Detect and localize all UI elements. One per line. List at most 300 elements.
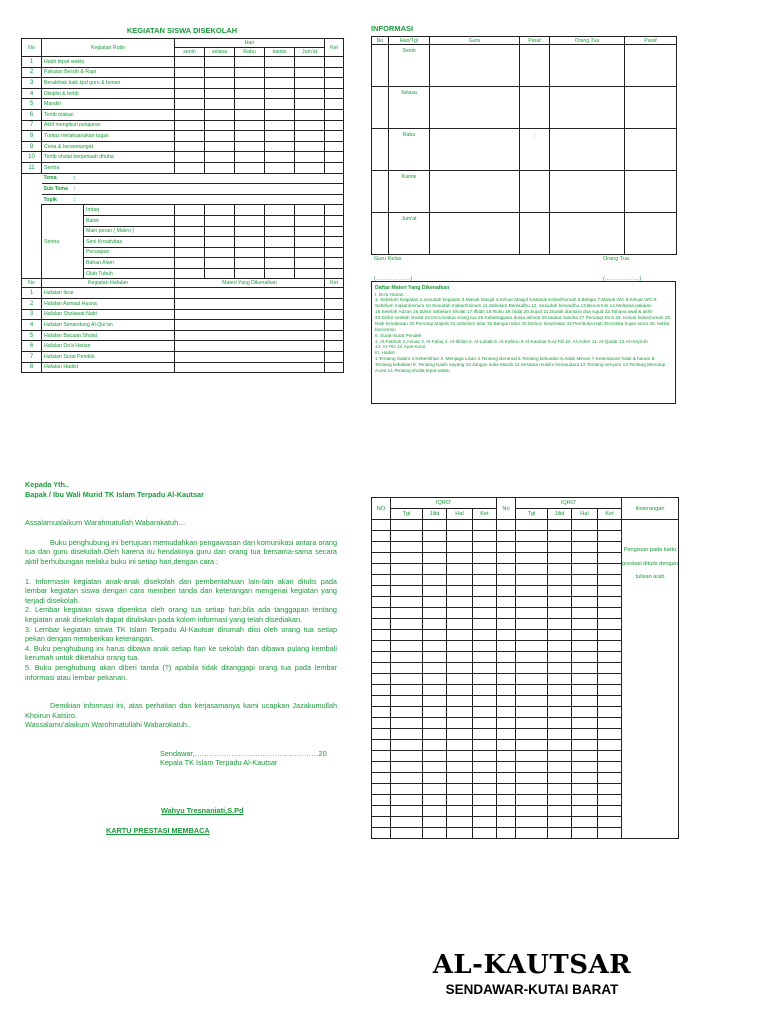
iqro-cell[interactable] (497, 608, 516, 619)
iqro-cell[interactable] (473, 630, 497, 641)
check-cell[interactable] (205, 162, 235, 173)
check-cell[interactable] (235, 109, 265, 120)
check-cell[interactable] (265, 120, 295, 131)
iqro-cell[interactable] (497, 751, 516, 762)
ket-cell[interactable] (325, 288, 344, 299)
iqro-cell[interactable] (497, 740, 516, 751)
iqro-cell[interactable] (372, 575, 391, 586)
ket-cell[interactable] (325, 57, 344, 68)
iqro-cell[interactable] (423, 652, 447, 663)
iqro-cell[interactable] (473, 817, 497, 828)
check-cell[interactable] (175, 258, 205, 269)
iqro-cell[interactable] (516, 520, 548, 531)
iqro-cell[interactable] (473, 729, 497, 740)
ket-cell[interactable] (325, 215, 344, 226)
iqro-cell[interactable] (497, 828, 516, 839)
iqro-cell[interactable] (516, 674, 548, 685)
iqro-cell[interactable] (447, 751, 473, 762)
check-cell[interactable] (175, 99, 205, 110)
iqro-cell[interactable] (391, 696, 423, 707)
iqro-cell[interactable] (548, 597, 572, 608)
iqro-cell[interactable] (391, 663, 423, 674)
check-cell[interactable] (295, 162, 325, 173)
iqro-cell[interactable] (423, 762, 447, 773)
check-cell[interactable] (205, 99, 235, 110)
check-cell[interactable] (205, 152, 235, 163)
iqro-cell[interactable] (423, 619, 447, 630)
iqro-cell[interactable] (447, 828, 473, 839)
paraf-cell[interactable] (520, 87, 550, 129)
iqro-cell[interactable] (473, 575, 497, 586)
ket-cell[interactable] (325, 109, 344, 120)
iqro-cell[interactable] (372, 586, 391, 597)
check-cell[interactable] (295, 141, 325, 152)
iqro-cell[interactable] (447, 685, 473, 696)
iqro-cell[interactable] (372, 817, 391, 828)
iqro-cell[interactable] (391, 630, 423, 641)
iqro-cell[interactable] (516, 553, 548, 564)
check-cell[interactable] (205, 205, 235, 216)
check-cell[interactable] (175, 78, 205, 89)
iqro-cell[interactable] (598, 597, 622, 608)
iqro-cell[interactable] (598, 685, 622, 696)
iqro-cell[interactable] (497, 806, 516, 817)
iqro-cell[interactable] (473, 707, 497, 718)
iqro-cell[interactable] (497, 718, 516, 729)
iqro-cell[interactable] (391, 652, 423, 663)
iqro-cell[interactable] (473, 696, 497, 707)
iqro-cell[interactable] (572, 784, 598, 795)
check-cell[interactable] (235, 78, 265, 89)
check-cell[interactable] (265, 268, 295, 279)
check-cell[interactable] (235, 237, 265, 248)
check-cell[interactable] (265, 152, 295, 163)
iqro-cell[interactable] (372, 806, 391, 817)
theme-value[interactable] (175, 184, 344, 195)
check-cell[interactable] (205, 268, 235, 279)
iqro-cell[interactable] (391, 718, 423, 729)
iqro-cell[interactable] (598, 542, 622, 553)
iqro-cell[interactable] (516, 729, 548, 740)
iqro-cell[interactable] (497, 707, 516, 718)
iqro-cell[interactable] (391, 773, 423, 784)
materi-cell[interactable] (175, 362, 325, 373)
iqro-cell[interactable] (497, 520, 516, 531)
check-cell[interactable] (235, 99, 265, 110)
guru-note-cell[interactable] (430, 129, 520, 171)
materi-cell[interactable] (175, 330, 325, 341)
check-cell[interactable] (295, 268, 325, 279)
check-cell[interactable] (205, 88, 235, 99)
check-cell[interactable] (265, 258, 295, 269)
ket-cell[interactable] (325, 67, 344, 78)
iqro-cell[interactable] (473, 718, 497, 729)
iqro-cell[interactable] (516, 630, 548, 641)
check-cell[interactable] (205, 57, 235, 68)
iqro-cell[interactable] (516, 784, 548, 795)
iqro-cell[interactable] (372, 652, 391, 663)
iqro-cell[interactable] (447, 619, 473, 630)
iqro-cell[interactable] (473, 564, 497, 575)
ket-cell[interactable] (325, 247, 344, 258)
iqro-cell[interactable] (516, 597, 548, 608)
iqro-cell[interactable] (391, 817, 423, 828)
iqro-cell[interactable] (423, 696, 447, 707)
paraf-cell[interactable] (625, 45, 677, 87)
check-cell[interactable] (265, 131, 295, 142)
materi-cell[interactable] (175, 352, 325, 363)
iqro-cell[interactable] (548, 619, 572, 630)
iqro-cell[interactable] (391, 795, 423, 806)
iqro-cell[interactable] (473, 685, 497, 696)
iqro-cell[interactable] (372, 762, 391, 773)
iqro-cell[interactable] (516, 608, 548, 619)
iqro-cell[interactable] (516, 663, 548, 674)
iqro-cell[interactable] (516, 762, 548, 773)
iqro-cell[interactable] (516, 696, 548, 707)
ket-cell[interactable] (325, 268, 344, 279)
iqro-cell[interactable] (423, 795, 447, 806)
guru-note-cell[interactable] (430, 87, 520, 129)
check-cell[interactable] (175, 131, 205, 142)
iqro-cell[interactable] (372, 828, 391, 839)
iqro-cell[interactable] (473, 740, 497, 751)
iqro-cell[interactable] (391, 784, 423, 795)
iqro-cell[interactable] (372, 630, 391, 641)
check-cell[interactable] (265, 215, 295, 226)
check-cell[interactable] (295, 215, 325, 226)
iqro-cell[interactable] (548, 685, 572, 696)
iqro-cell[interactable] (473, 531, 497, 542)
iqro-cell[interactable] (598, 663, 622, 674)
check-cell[interactable] (265, 99, 295, 110)
iqro-cell[interactable] (473, 674, 497, 685)
iqro-cell[interactable] (497, 762, 516, 773)
iqro-cell[interactable] (548, 817, 572, 828)
iqro-cell[interactable] (598, 619, 622, 630)
check-cell[interactable] (175, 205, 205, 216)
paraf-cell[interactable] (520, 171, 550, 213)
check-cell[interactable] (175, 237, 205, 248)
iqro-cell[interactable] (372, 696, 391, 707)
ket-cell[interactable] (325, 237, 344, 248)
iqro-cell[interactable] (548, 718, 572, 729)
iqro-cell[interactable] (548, 784, 572, 795)
iqro-cell[interactable] (598, 762, 622, 773)
iqro-cell[interactable] (473, 663, 497, 674)
paraf-cell[interactable] (625, 213, 677, 255)
iqro-cell[interactable] (423, 575, 447, 586)
iqro-cell[interactable] (372, 608, 391, 619)
iqro-cell[interactable] (516, 641, 548, 652)
iqro-cell[interactable] (447, 652, 473, 663)
iqro-cell[interactable] (391, 729, 423, 740)
check-cell[interactable] (205, 258, 235, 269)
iqro-cell[interactable] (572, 773, 598, 784)
iqro-cell[interactable] (572, 740, 598, 751)
iqro-cell[interactable] (473, 762, 497, 773)
iqro-cell[interactable] (391, 531, 423, 542)
check-cell[interactable] (235, 141, 265, 152)
check-cell[interactable] (175, 57, 205, 68)
check-cell[interactable] (295, 131, 325, 142)
paraf-cell[interactable] (625, 87, 677, 129)
iqro-cell[interactable] (516, 707, 548, 718)
iqro-cell[interactable] (391, 641, 423, 652)
check-cell[interactable] (265, 162, 295, 173)
check-cell[interactable] (295, 205, 325, 216)
iqro-cell[interactable] (473, 641, 497, 652)
iqro-cell[interactable] (423, 674, 447, 685)
iqro-cell[interactable] (447, 663, 473, 674)
iqro-cell[interactable] (497, 597, 516, 608)
iqro-cell[interactable] (572, 553, 598, 564)
iqro-cell[interactable] (423, 718, 447, 729)
iqro-cell[interactable] (372, 674, 391, 685)
materi-cell[interactable] (175, 341, 325, 352)
iqro-cell[interactable] (423, 586, 447, 597)
iqro-cell[interactable] (548, 729, 572, 740)
iqro-cell[interactable] (423, 520, 447, 531)
iqro-cell[interactable] (598, 586, 622, 597)
ket-cell[interactable] (325, 330, 344, 341)
iqro-cell[interactable] (516, 773, 548, 784)
iqro-cell[interactable] (391, 575, 423, 586)
materi-cell[interactable] (175, 309, 325, 320)
iqro-cell[interactable] (447, 608, 473, 619)
iqro-cell[interactable] (572, 520, 598, 531)
iqro-cell[interactable] (497, 784, 516, 795)
iqro-cell[interactable] (423, 806, 447, 817)
iqro-cell[interactable] (447, 542, 473, 553)
iqro-cell[interactable] (372, 531, 391, 542)
iqro-cell[interactable] (447, 586, 473, 597)
materi-cell[interactable] (175, 299, 325, 310)
ket-cell[interactable] (325, 258, 344, 269)
iqro-cell[interactable] (598, 729, 622, 740)
check-cell[interactable] (235, 67, 265, 78)
check-cell[interactable] (235, 215, 265, 226)
iqro-cell[interactable] (473, 586, 497, 597)
iqro-cell[interactable] (447, 773, 473, 784)
iqro-cell[interactable] (473, 597, 497, 608)
iqro-cell[interactable] (497, 586, 516, 597)
iqro-cell[interactable] (497, 773, 516, 784)
iqro-cell[interactable] (447, 707, 473, 718)
iqro-cell[interactable] (572, 608, 598, 619)
check-cell[interactable] (205, 109, 235, 120)
iqro-cell[interactable] (572, 828, 598, 839)
iqro-cell[interactable] (447, 762, 473, 773)
iqro-cell[interactable] (372, 553, 391, 564)
theme-value[interactable] (175, 173, 344, 184)
iqro-cell[interactable] (572, 630, 598, 641)
iqro-cell[interactable] (598, 531, 622, 542)
iqro-cell[interactable] (598, 718, 622, 729)
check-cell[interactable] (265, 141, 295, 152)
check-cell[interactable] (235, 162, 265, 173)
iqro-cell[interactable] (572, 729, 598, 740)
iqro-cell[interactable] (423, 542, 447, 553)
iqro-cell[interactable] (473, 773, 497, 784)
iqro-cell[interactable] (572, 795, 598, 806)
iqro-cell[interactable] (516, 619, 548, 630)
iqro-cell[interactable] (391, 674, 423, 685)
iqro-cell[interactable] (548, 575, 572, 586)
iqro-cell[interactable] (473, 520, 497, 531)
iqro-cell[interactable] (572, 652, 598, 663)
check-cell[interactable] (175, 162, 205, 173)
iqro-cell[interactable] (473, 828, 497, 839)
iqro-cell[interactable] (423, 663, 447, 674)
check-cell[interactable] (175, 88, 205, 99)
paraf-cell[interactable] (520, 213, 550, 255)
ket-cell[interactable] (325, 152, 344, 163)
check-cell[interactable] (265, 109, 295, 120)
iqro-cell[interactable] (372, 773, 391, 784)
iqro-cell[interactable] (548, 806, 572, 817)
iqro-cell[interactable] (423, 641, 447, 652)
iqro-cell[interactable] (497, 817, 516, 828)
orang-tua-note-cell[interactable] (550, 171, 625, 213)
iqro-cell[interactable] (497, 652, 516, 663)
iqro-cell[interactable] (391, 608, 423, 619)
iqro-cell[interactable] (572, 531, 598, 542)
iqro-cell[interactable] (423, 784, 447, 795)
check-cell[interactable] (295, 152, 325, 163)
iqro-cell[interactable] (473, 542, 497, 553)
iqro-cell[interactable] (391, 520, 423, 531)
iqro-cell[interactable] (423, 729, 447, 740)
iqro-cell[interactable] (497, 531, 516, 542)
check-cell[interactable] (295, 226, 325, 237)
iqro-cell[interactable] (572, 718, 598, 729)
iqro-cell[interactable] (548, 828, 572, 839)
iqro-cell[interactable] (516, 817, 548, 828)
iqro-cell[interactable] (372, 751, 391, 762)
iqro-cell[interactable] (473, 608, 497, 619)
iqro-cell[interactable] (598, 795, 622, 806)
iqro-cell[interactable] (391, 553, 423, 564)
iqro-cell[interactable] (516, 685, 548, 696)
iqro-cell[interactable] (473, 784, 497, 795)
check-cell[interactable] (175, 226, 205, 237)
iqro-cell[interactable] (548, 630, 572, 641)
iqro-cell[interactable] (598, 674, 622, 685)
check-cell[interactable] (265, 247, 295, 258)
iqro-cell[interactable] (447, 553, 473, 564)
check-cell[interactable] (235, 57, 265, 68)
iqro-cell[interactable] (391, 619, 423, 630)
iqro-cell[interactable] (447, 531, 473, 542)
iqro-cell[interactable] (572, 674, 598, 685)
check-cell[interactable] (205, 247, 235, 258)
iqro-cell[interactable] (447, 520, 473, 531)
iqro-cell[interactable] (372, 542, 391, 553)
iqro-cell[interactable] (391, 828, 423, 839)
iqro-cell[interactable] (372, 564, 391, 575)
check-cell[interactable] (235, 268, 265, 279)
iqro-cell[interactable] (598, 817, 622, 828)
check-cell[interactable] (265, 57, 295, 68)
check-cell[interactable] (205, 237, 235, 248)
iqro-cell[interactable] (447, 729, 473, 740)
iqro-cell[interactable] (598, 751, 622, 762)
ket-cell[interactable] (325, 78, 344, 89)
iqro-cell[interactable] (598, 707, 622, 718)
check-cell[interactable] (295, 57, 325, 68)
check-cell[interactable] (265, 237, 295, 248)
ket-cell[interactable] (325, 309, 344, 320)
iqro-cell[interactable] (572, 586, 598, 597)
iqro-cell[interactable] (598, 828, 622, 839)
iqro-cell[interactable] (598, 806, 622, 817)
check-cell[interactable] (175, 247, 205, 258)
check-cell[interactable] (295, 88, 325, 99)
check-cell[interactable] (295, 120, 325, 131)
iqro-cell[interactable] (598, 575, 622, 586)
iqro-cell[interactable] (572, 641, 598, 652)
iqro-cell[interactable] (598, 608, 622, 619)
iqro-cell[interactable] (548, 564, 572, 575)
ket-cell[interactable] (325, 352, 344, 363)
iqro-cell[interactable] (516, 542, 548, 553)
ket-cell[interactable] (325, 320, 344, 331)
check-cell[interactable] (175, 120, 205, 131)
iqro-cell[interactable] (548, 641, 572, 652)
iqro-cell[interactable] (548, 674, 572, 685)
iqro-cell[interactable] (423, 740, 447, 751)
iqro-cell[interactable] (497, 575, 516, 586)
iqro-cell[interactable] (423, 564, 447, 575)
iqro-cell[interactable] (391, 751, 423, 762)
iqro-cell[interactable] (548, 696, 572, 707)
iqro-cell[interactable] (391, 597, 423, 608)
check-cell[interactable] (265, 88, 295, 99)
ket-cell[interactable] (325, 141, 344, 152)
iqro-cell[interactable] (447, 641, 473, 652)
iqro-cell[interactable] (447, 740, 473, 751)
check-cell[interactable] (265, 78, 295, 89)
iqro-cell[interactable] (497, 564, 516, 575)
ket-cell[interactable] (325, 88, 344, 99)
iqro-cell[interactable] (572, 806, 598, 817)
iqro-cell[interactable] (447, 564, 473, 575)
iqro-cell[interactable] (372, 641, 391, 652)
iqro-cell[interactable] (423, 828, 447, 839)
iqro-cell[interactable] (497, 663, 516, 674)
iqro-cell[interactable] (548, 751, 572, 762)
ket-cell[interactable] (325, 99, 344, 110)
iqro-cell[interactable] (473, 652, 497, 663)
ket-cell[interactable] (325, 131, 344, 142)
iqro-cell[interactable] (548, 773, 572, 784)
iqro-cell[interactable] (516, 652, 548, 663)
iqro-cell[interactable] (497, 696, 516, 707)
iqro-cell[interactable] (372, 729, 391, 740)
iqro-cell[interactable] (548, 608, 572, 619)
iqro-cell[interactable] (423, 630, 447, 641)
check-cell[interactable] (175, 67, 205, 78)
iqro-cell[interactable] (372, 740, 391, 751)
check-cell[interactable] (235, 247, 265, 258)
iqro-cell[interactable] (497, 674, 516, 685)
iqro-cell[interactable] (473, 751, 497, 762)
check-cell[interactable] (235, 131, 265, 142)
iqro-cell[interactable] (572, 597, 598, 608)
iqro-cell[interactable] (548, 740, 572, 751)
iqro-cell[interactable] (598, 652, 622, 663)
